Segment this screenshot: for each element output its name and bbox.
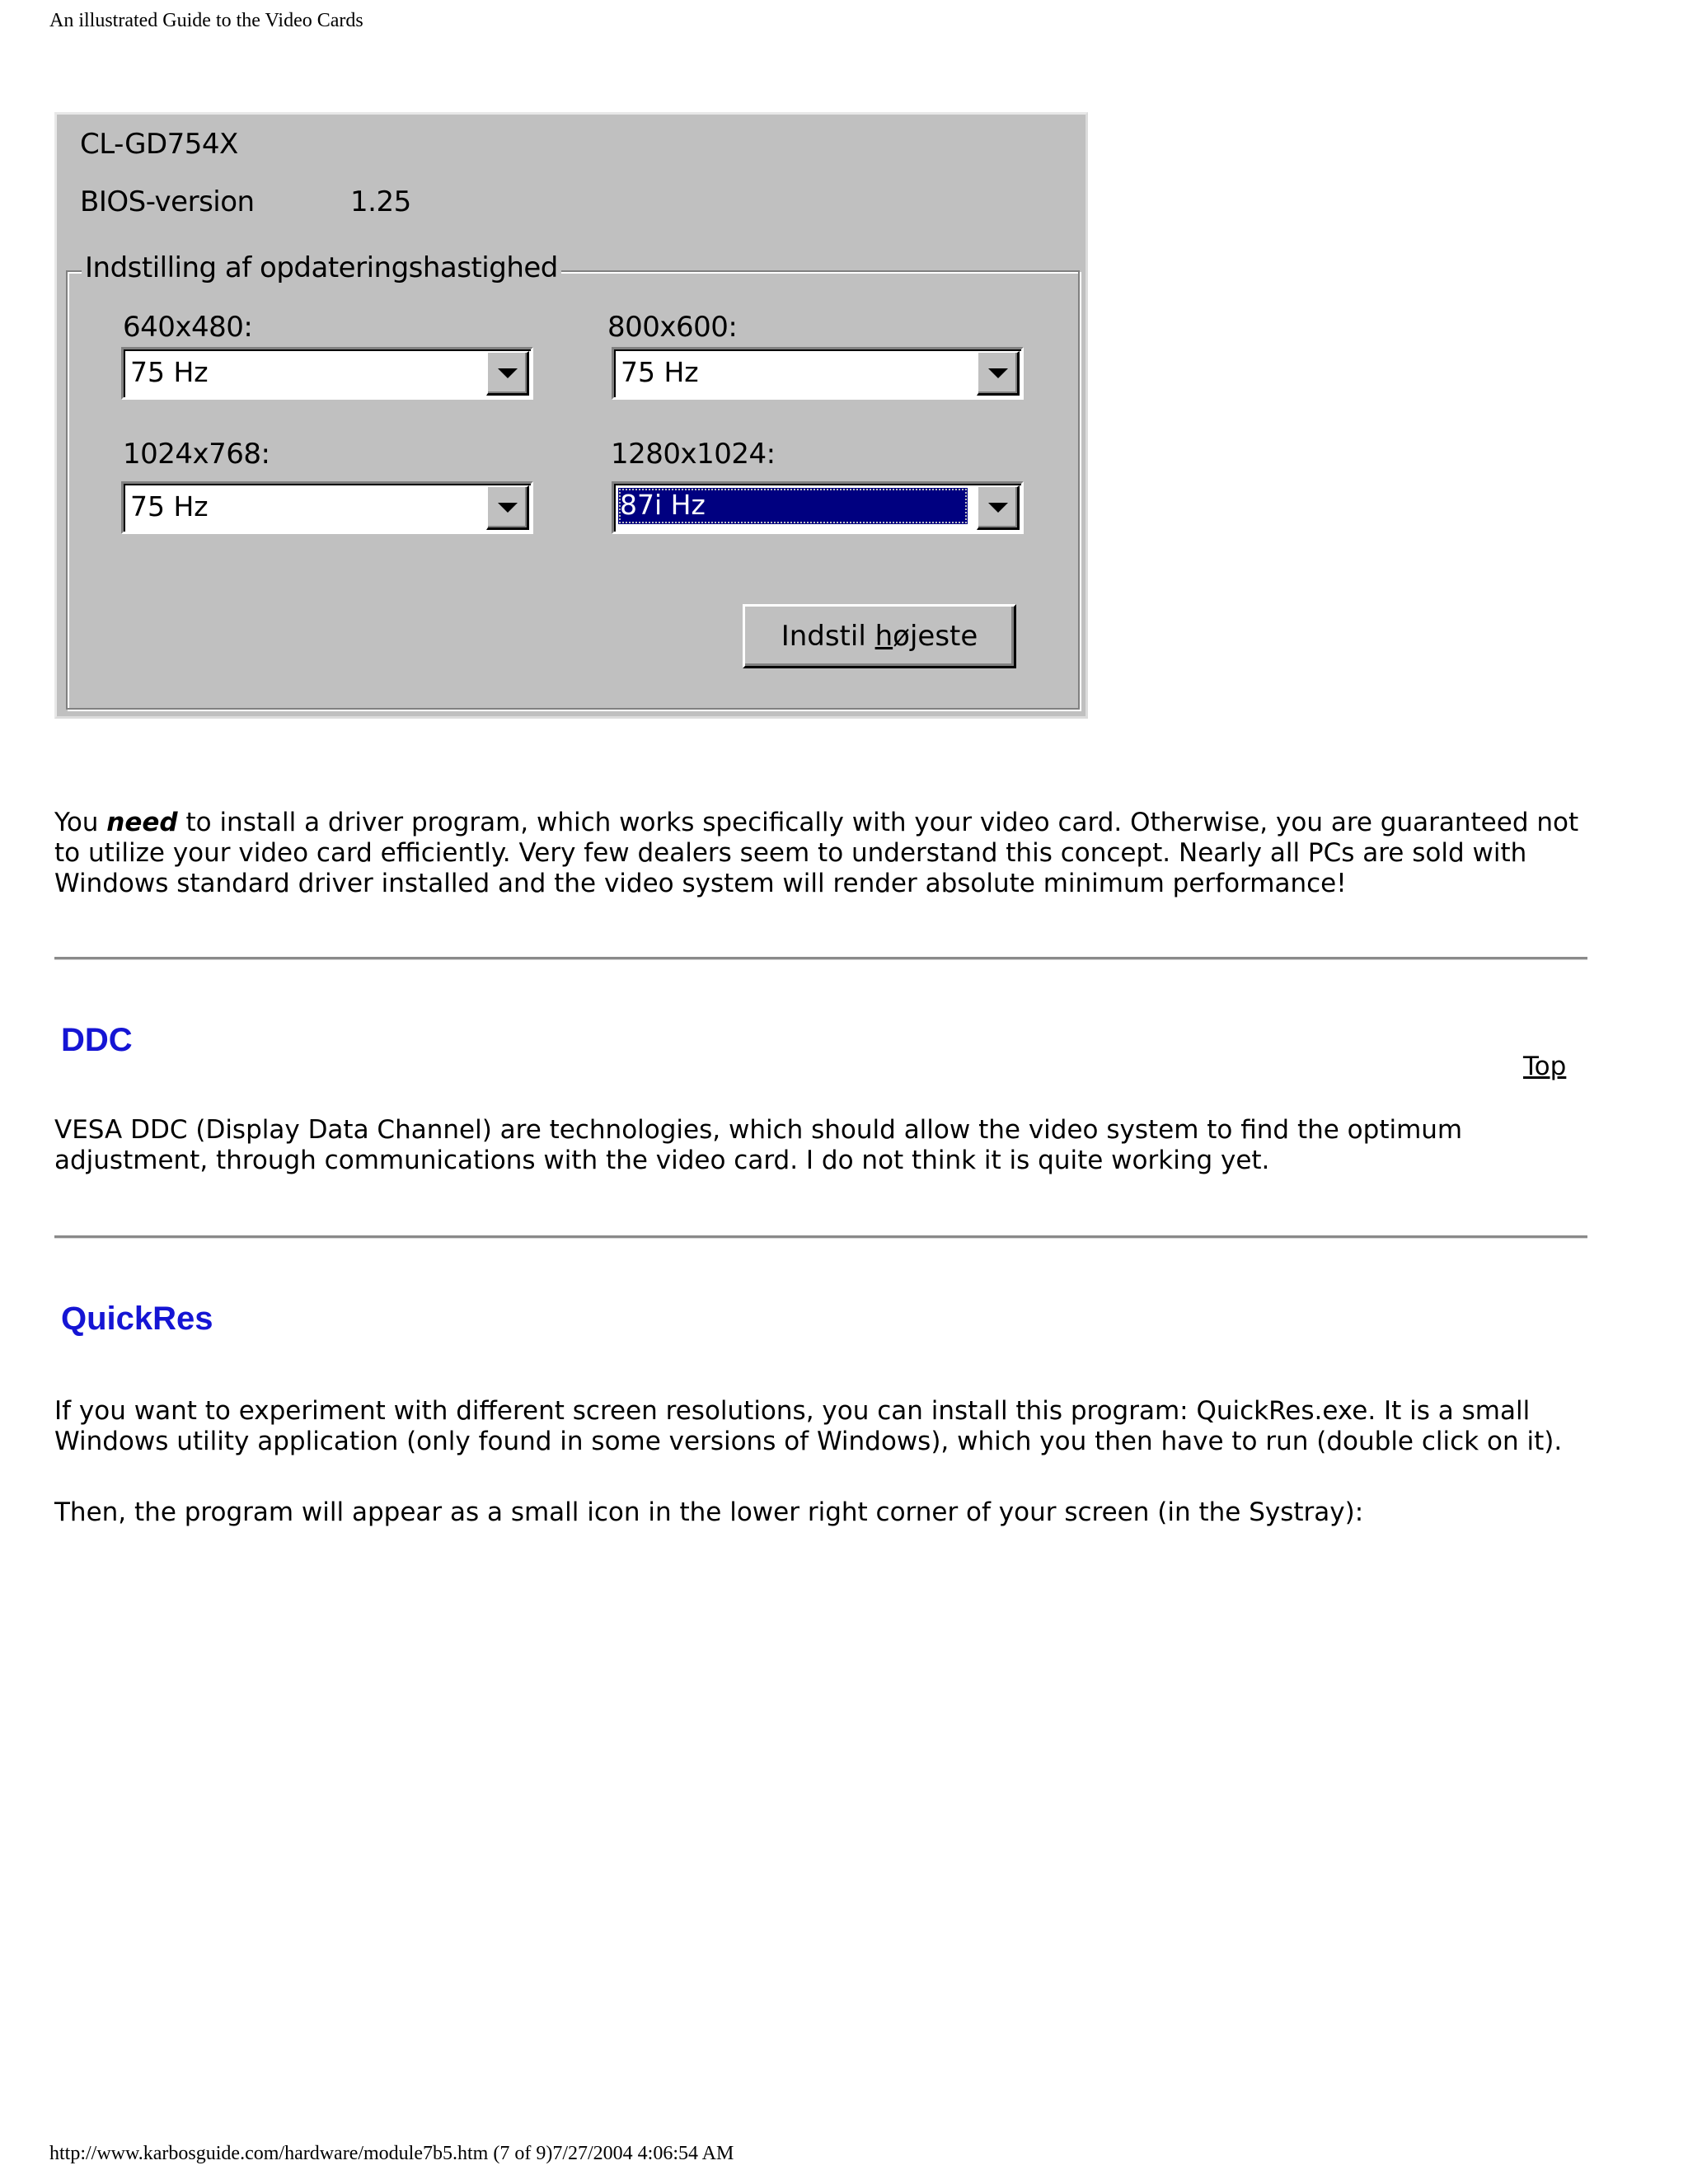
intro-text-rest: to install a driver program, which works specifically with your video card. Otherwise, you are guaranteed not to utilize your video card efficiently. Very few dealers seem to understand this concept. Nearly all PCs are sold with Windows standard driver installed and the video system will render absolute minimum performance! (54, 808, 1579, 898)
section-divider (54, 1235, 1587, 1239)
refresh-select-1024x768[interactable] (121, 481, 533, 534)
res-label-1280x1024: 1280x1024: (611, 438, 776, 471)
res-label-800x600: 800x600: (607, 311, 738, 344)
quickres-heading: QuickRes (61, 1301, 213, 1337)
refresh-select-value: 75 Hz (130, 490, 209, 523)
ddc-heading: DDC (61, 1022, 133, 1058)
refresh-select-value: 75 Hz (130, 356, 209, 388)
chevron-down-icon[interactable] (486, 351, 529, 396)
quickres-paragraph-2: Then, the program will appear as a small icon in the lower right corner of your screen (in the Systray): (54, 1497, 1364, 1527)
chip-name: CL-GD754X (80, 128, 238, 161)
refresh-select-640x480[interactable] (121, 347, 533, 400)
chevron-down-icon[interactable] (977, 485, 1020, 530)
refresh-rate-dialog (54, 112, 1088, 719)
set-highest-button-prefix: Indstil (781, 620, 875, 653)
intro-paragraph (54, 808, 1596, 899)
ddc-paragraph: VESA DDC (Display Data Channel) are technologies, which should allow the video system to find the optimum adjustment, through communications with the video card. I do not think it is quite working yet. (54, 1115, 1463, 1175)
refresh-select-800x600[interactable] (612, 347, 1024, 400)
res-label-1024x768: 1024x768: (123, 438, 270, 471)
intro-text-start: You (54, 808, 107, 837)
set-highest-button[interactable] (743, 604, 1016, 668)
quickres-paragraph-1: If you want to experiment with different screen resolutions, you can install this program: QuickRes.exe. It is a small Windows utility application (only found in some versions of Windows), which you then have to run (double click on it). (54, 1396, 1563, 1456)
bios-label: BIOS-version (80, 185, 255, 218)
refresh-select-1280x1024[interactable] (612, 481, 1024, 534)
bios-value: 1.25 (350, 185, 411, 218)
set-highest-button-suffix: øjeste (893, 620, 978, 653)
set-highest-button-mnemonic: h (874, 620, 893, 653)
res-label-640x480: 640x480: (123, 311, 253, 344)
section-divider (54, 957, 1587, 960)
page-header: An illustrated Guide to the Video Cards (49, 10, 363, 31)
chevron-down-icon[interactable] (977, 351, 1020, 396)
intro-emphasis: need (106, 808, 178, 837)
page-footer: http://www.karbosguide.com/hardware/module7b5.htm (7 of 9)7/27/2004 4:06:54 AM (49, 2143, 734, 2164)
refresh-select-value: 75 Hz (621, 356, 699, 388)
top-link[interactable]: Top (1523, 1052, 1567, 1081)
refresh-rate-group-title: Indstilling af opdateringshastighed (82, 251, 561, 284)
chevron-down-icon[interactable] (486, 485, 529, 530)
refresh-select-value: 87i Hz (618, 488, 968, 524)
